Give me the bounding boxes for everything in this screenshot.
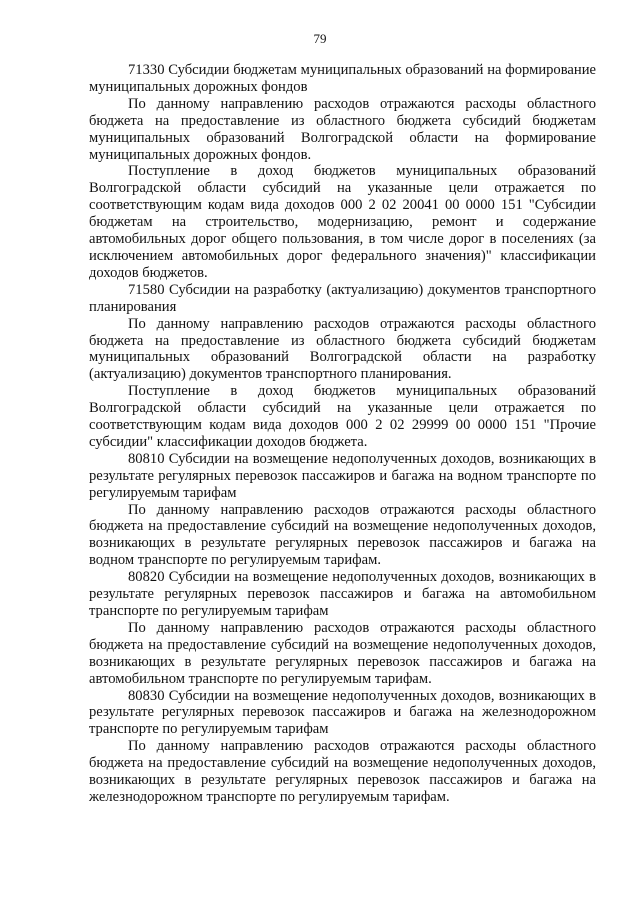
section-heading-71580: 71580 Субсидии на разработку (актуализацию) документов транспортного планирования: [89, 281, 596, 315]
paragraph-income-71580: Поступление в доход бюджетов муниципальных образований Волгоградской области субсидий на указанные цели отражается по соответствующим кодам вида доходов 000 2 02 29999 00 0000 151 "Прочие субсидии" классификации доходов бюджета.: [89, 383, 596, 450]
section-heading-80830: 80830 Субсидии на возмещение недополученных доходов, возникающих в результате регулярных перевозок пассажиров и багажа на железнодорожном транспорте по регулируемым тарифам: [89, 687, 596, 738]
document-body: [89, 62, 596, 806]
paragraph-expenses-80830: По данному направлению расходов отражаются расходы областного бюджета на предоставление субсидий на возмещение недополученных доходов, возникающих в результате регулярных перевозок пассажиров и багажа на железнодорожном транспорте по регулируемым тарифам.: [89, 738, 596, 805]
section-heading-71330: 71330 Субсидии бюджетам муниципальных образований на формирование муниципальных дорожных фондов: [89, 62, 596, 95]
paragraph-expenses-71330: По данному направлению расходов отражаются расходы областного бюджета на предоставление из областного бюджета субсидий бюджетам муниципальных образований Волгоградской области на формирование муниципальных дорожных фондов.: [89, 95, 596, 163]
paragraph-income-71330: Поступление в доход бюджетов муниципальных образований Волгоградской области субсидий на указанные цели отражается по соответствующим кодам вида доходов 000 2 02 20041 00 0000 151 "Субсидии бюджетам на строительство, модернизацию, ремонт и содержание автомобильных дорог общего пользования, в том числе дорог в поселениях (за исключением автомобильных дорог федерального значения)" классификации доходов бюджетов.: [89, 163, 596, 281]
section-heading-80810: 80810 Субсидии на возмещение недополученных доходов, возникающих в результате регулярных перевозок пассажиров и багажа на водном транспорте по регулируемым тарифам: [89, 450, 596, 501]
paragraph-expenses-71580: По данному направлению расходов отражаются расходы областного бюджета на предоставление из областного бюджета субсидий бюджетам муниципальных образований Волгоградской области на разработку (актуализацию) документов транспортного планирования.: [89, 315, 596, 383]
section-heading-80820: 80820 Субсидии на возмещение недополученных доходов, возникающих в результате регулярных перевозок пассажиров и багажа на автомобильном транспорте по регулируемым тарифам: [89, 569, 596, 619]
page-number: 79: [313, 31, 327, 46]
paragraph-expenses-80810: По данному направлению расходов отражаются расходы областного бюджета на предоставление субсидий на возмещение недополученных доходов, возникающих в результате регулярных перевозок пассажиров и багажа на водном транспорте по регулируемым тарифам.: [89, 501, 596, 569]
paragraph-expenses-80820: По данному направлению расходов отражаются расходы областного бюджета на предоставление субсидий на возмещение недополученных доходов, возникающих в результате регулярных перевозок пассажиров и багажа на автомобильном транспорте по регулируемым тарифам.: [89, 619, 596, 687]
